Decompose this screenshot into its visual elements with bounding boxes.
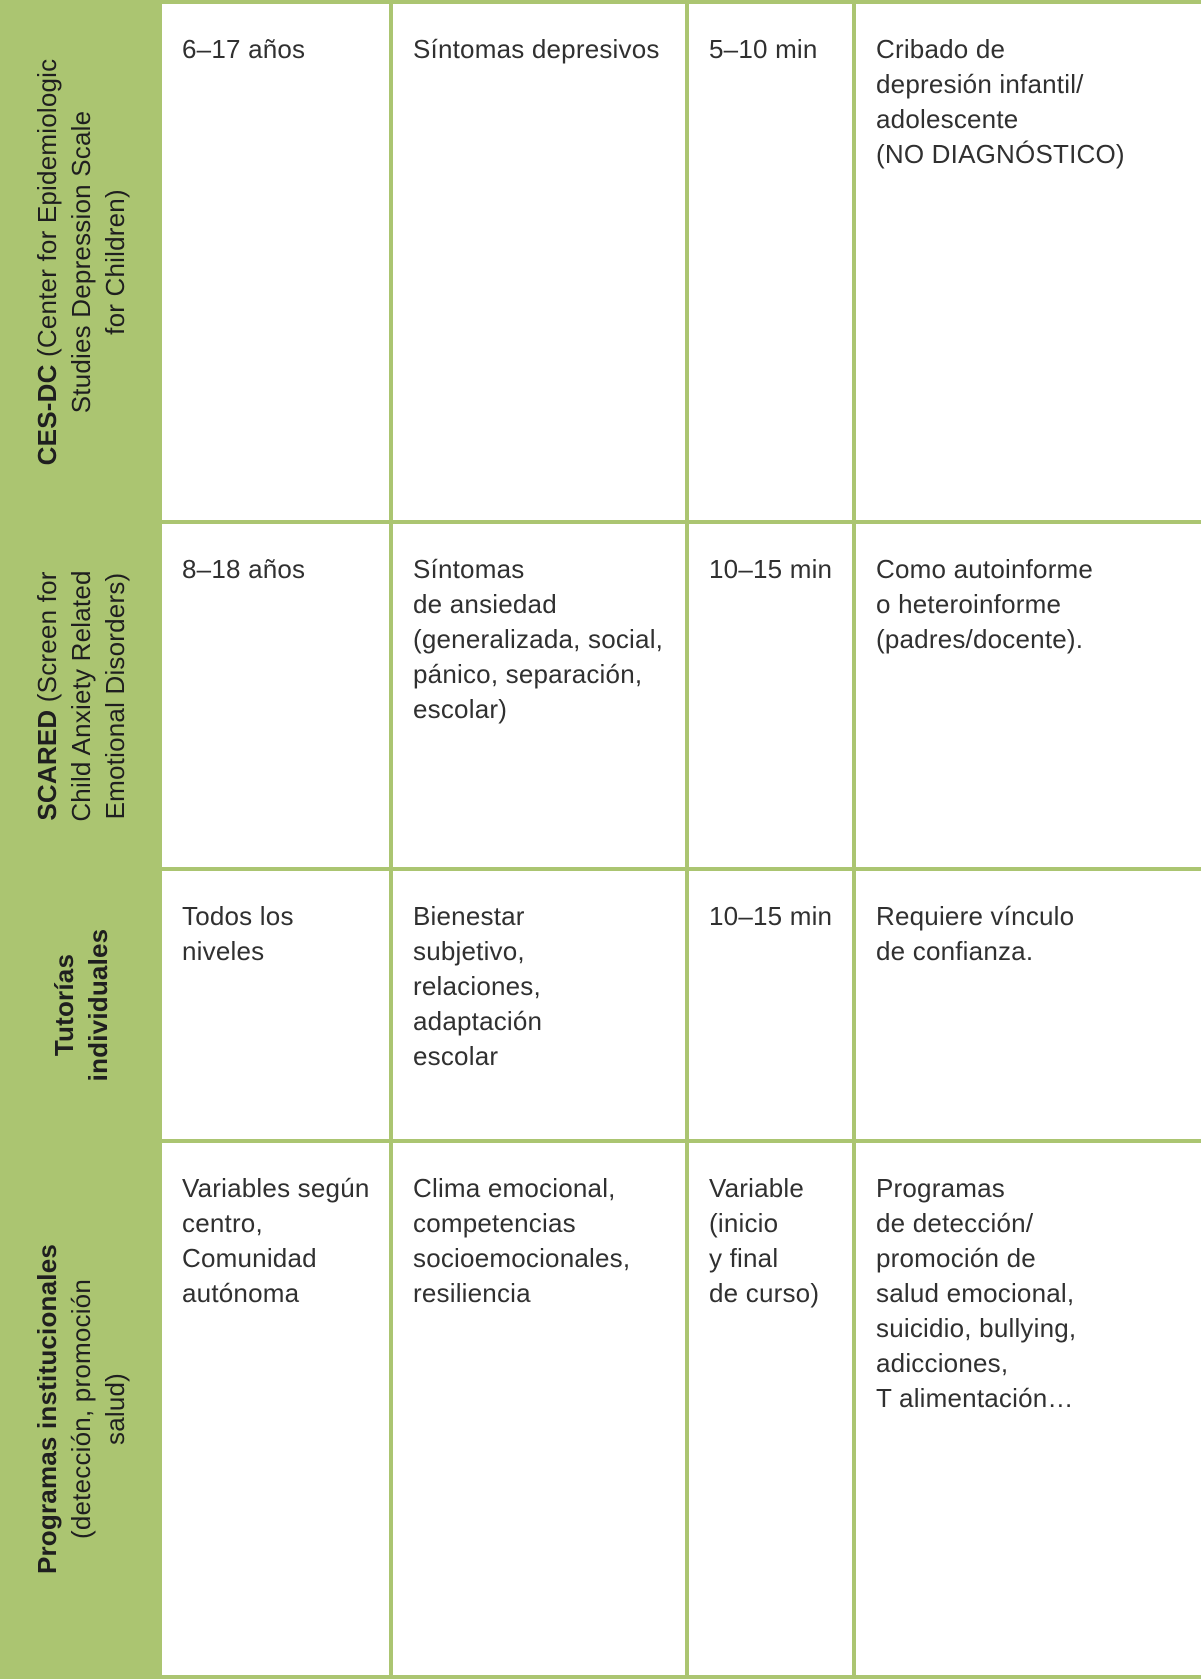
row-header-label bbox=[30, 1244, 132, 1574]
row-header-label bbox=[30, 570, 132, 821]
cell-age: 8–18 años bbox=[160, 522, 391, 869]
row-header-text: (Center for Epidemiologic bbox=[32, 58, 62, 365]
cell-target: Clima emocional, competencias socioemocionales, resiliencia bbox=[391, 1141, 687, 1677]
row-header-ces-dc bbox=[2, 2, 160, 522]
cell-time: 10–15 min bbox=[687, 522, 854, 869]
cell-time: Variable (inicio y final de curso) bbox=[687, 1141, 854, 1677]
row-header-bold: Tutorías bbox=[49, 953, 79, 1057]
row-header-scared bbox=[2, 522, 160, 869]
row-header-programas bbox=[2, 1141, 160, 1677]
cell-time: 5–10 min bbox=[687, 2, 854, 522]
row-header-label bbox=[47, 929, 115, 1082]
row-header-text: Emotional Disorders) bbox=[100, 572, 130, 819]
row-header-bold: SCARED bbox=[32, 709, 62, 821]
row-header-label bbox=[30, 59, 132, 466]
cell-age: Variables según centro, Comunidad autónoma bbox=[160, 1141, 391, 1677]
row-header-bold: individuales bbox=[83, 928, 113, 1082]
table-row-programas bbox=[2, 1141, 1201, 1677]
cell-age: 6–17 años bbox=[160, 2, 391, 522]
cell-notes: Programas de detección/ promoción de salud emocional, suicidio, bullying, adicciones, T alimentación… bbox=[854, 1141, 1201, 1677]
cell-notes: Requiere vínculo de confianza. bbox=[854, 869, 1201, 1141]
row-header-text: Child Anxiety Related bbox=[66, 569, 96, 822]
table-row-scared bbox=[2, 522, 1201, 869]
cell-target: Síntomas de ansiedad (generalizada, social, pánico, separación, escolar) bbox=[391, 522, 687, 869]
row-header-text: (Screen for bbox=[32, 570, 62, 710]
cell-notes: Cribado de depresión infantil/ adolescente (NO DIAGNÓSTICO) bbox=[854, 2, 1201, 522]
cell-target: Síntomas depresivos bbox=[391, 2, 687, 522]
cell-notes: Como autoinforme o heteroinforme (padres/docente). bbox=[854, 522, 1201, 869]
row-header-tutorias bbox=[2, 869, 160, 1141]
row-header-text: Studies Depression Scale bbox=[66, 110, 96, 414]
row-header-text: (detección, promoción bbox=[66, 1279, 96, 1540]
row-header-bold: Programas institucionales bbox=[32, 1243, 62, 1575]
table-row-tutorias bbox=[2, 869, 1201, 1141]
row-header-text: for Children) bbox=[100, 189, 130, 335]
cell-age: Todos los niveles bbox=[160, 869, 391, 1141]
cell-time: 10–15 min bbox=[687, 869, 854, 1141]
cell-target: Bienestar subjetivo, relaciones, adaptación escolar bbox=[391, 869, 687, 1141]
table-row-ces-dc bbox=[2, 2, 1201, 522]
row-header-bold: CES-DC bbox=[32, 364, 62, 466]
row-header-text: salud) bbox=[100, 1372, 130, 1446]
